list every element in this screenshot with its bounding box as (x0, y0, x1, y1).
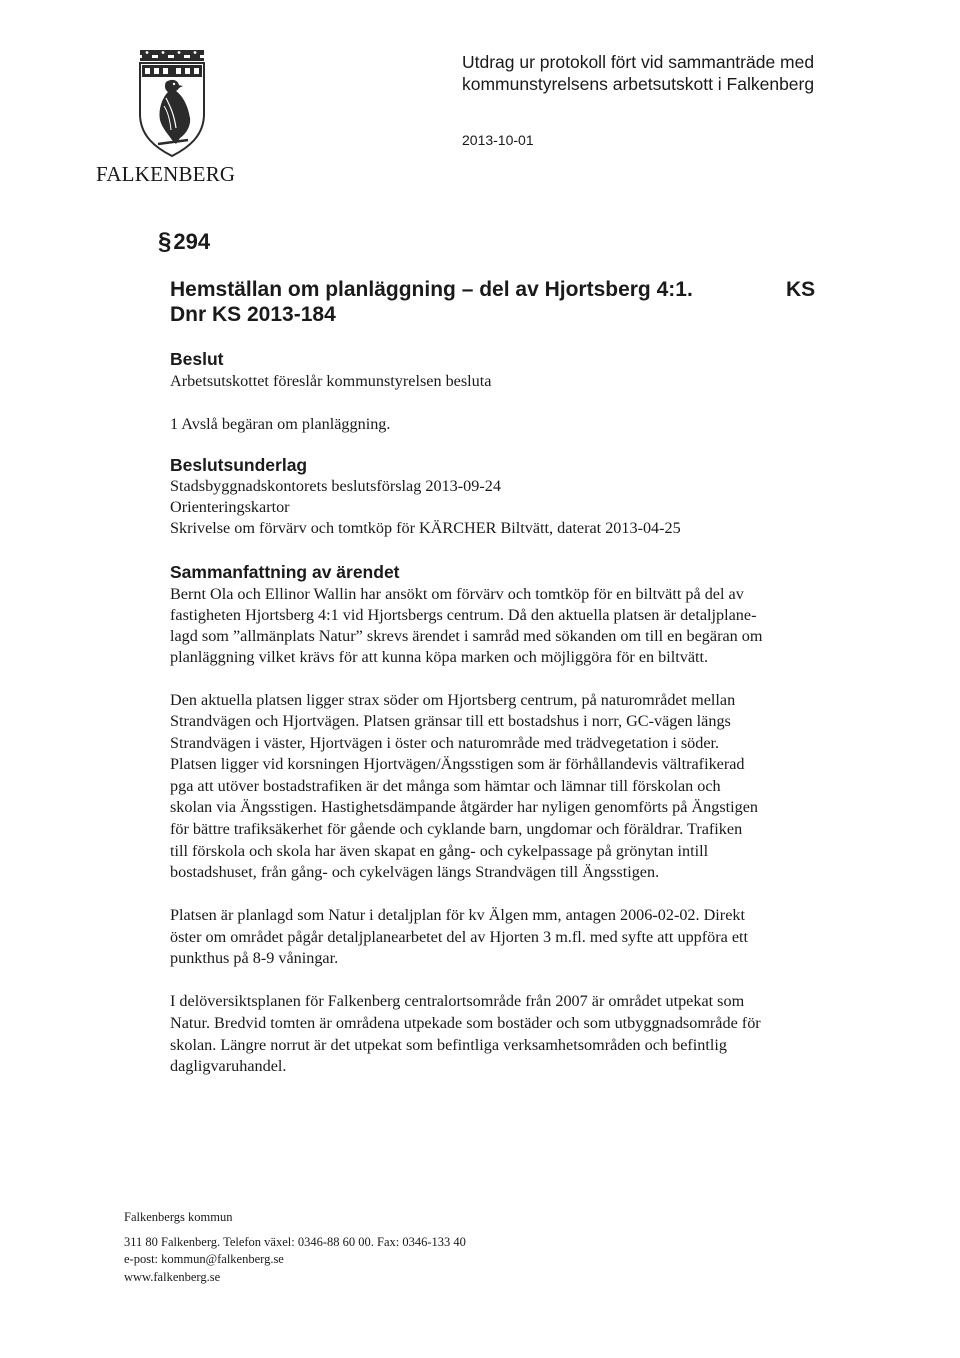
paragraph-line: pga att utöver bostadstrafiken är det många som hämtar och lämnar till förskolan och (170, 777, 721, 795)
paragraph-line: skolan via Ängsstigen. Hastighetsdämpande åtgärder har nyligen genomförts på Ängstigen (170, 798, 759, 816)
paragraph-line: Bernt Ola och Ellinor Wallin har ansökt om förvärv och tomtköp för en biltvätt på del av (170, 585, 744, 603)
paragraph-line: bostadshuset, från gång- och cykelvägen längs Strandvägen till Ängsstigen. (170, 863, 660, 881)
subject-dnr: Dnr KS 2013-184 (170, 303, 336, 326)
paragraph-line: Den aktuella platsen ligger strax söder om Hjortsberg centrum, på naturområdet mellan (170, 691, 736, 709)
subject-tag: KS (786, 278, 816, 301)
header-line-1: Utdrag ur protokoll fört vid sammanträde med (462, 52, 815, 72)
paragraph-line: Strandvägen i väster, Hjortvägen i öster och naturområde med trädvegetation i söder. (170, 734, 720, 752)
paragraph-line: Platsen ligger vid korsningen Hjortvägen/Ängsstigen som är förhållandevis vältrafikerad (170, 755, 745, 773)
sammanfattning-heading: Sammanfattning av ärendet (170, 562, 400, 582)
footer-website: www.falkenberg.se (124, 1269, 221, 1284)
header-line-2: kommunstyrelsens arbetsutskott i Falkenberg (462, 74, 815, 94)
paragraph-line: fastigheten Hjortsberg 4:1 vid Hjortsbergs centrum. Då den aktuella platsen är detaljplane- (170, 606, 757, 624)
underlag-item: Stadsbyggnadskontorets beslutsförslag 2013-09-24 (170, 477, 501, 495)
paragraph-line: Natur. Bredvid tomten är områdena utpekade som bostäder och som utbyggnadsområde för (170, 1014, 761, 1032)
section-symbol: § (158, 228, 172, 255)
municipality-name: FALKENBERG (96, 162, 236, 186)
underlag-heading: Beslutsunderlag (170, 455, 308, 475)
underlag-item: Orienteringskartor (170, 498, 290, 516)
paragraph-line: punkthus på 8-9 våningar. (170, 949, 339, 967)
paragraph-line: Strandvägen och Hjortvägen. Platsen gränsar till ett bostadshus i norr, GC-vägen längs (170, 712, 731, 730)
paragraph-line: till förskola och skola har även skapat en gång- och cykelpassage på grönytan intill (170, 842, 709, 860)
footer-org-name: Falkenbergs kommun (124, 1210, 233, 1224)
meeting-date: 2013-10-01 (462, 132, 534, 148)
subject-title: Hemställan om planläggning – del av Hjortsberg 4:1. (170, 278, 693, 301)
coat-of-arms-icon (136, 48, 208, 160)
underlag-item: Skrivelse om förvärv och tomtköp för KÄRCHER Biltvätt, daterat 2013-04-25 (170, 519, 681, 537)
footer (124, 1209, 466, 1286)
paragraph-line: Platsen är planlagd som Natur i detaljplan för kv Älgen mm, antagen 2006-02-02. Direkt (170, 906, 745, 924)
paragraph-line: I delöversiktsplanen för Falkenberg centralortsområde från 2007 är området utpekat som (170, 992, 745, 1010)
paragraph-line: dagligvaruhandel. (170, 1057, 287, 1075)
beslut-heading: Beslut (170, 349, 224, 369)
paragraph-number-value: 294 (173, 229, 211, 254)
beslut-intro: Arbetsutskottet föreslår kommunstyrelsen besluta (170, 372, 492, 390)
paragraph-line: öster om området pågår detaljplanearbetet del av Hjorten 3 m.fl. med syfte att uppföra ett (170, 928, 749, 946)
paragraph-line: lagd som ”allmänplats Natur” skrevs ärendet i samråd med sökanden om till en begäran om (170, 627, 763, 645)
paragraph-line: skolan. Längre norrut är det utpekat som befintliga verksamhetsområden och befintlig (170, 1036, 727, 1054)
paragraph-line: för bättre trafiksäkerhet för gående och cyklande barn, ungdomar och föräldrar. Trafiken (170, 820, 743, 838)
footer-address: 311 80 Falkenberg. Telefon växel: 0346-88 60 00. Fax: 0346-133 40 (124, 1234, 466, 1249)
paragraph-line: planläggning vilket krävs för att kunna köpa marken och möjliggöra för en biltvätt. (170, 648, 709, 666)
paragraph-number (158, 228, 210, 256)
footer-email: e-post: kommun@falkenberg.se (124, 1252, 284, 1266)
beslut-item: 1 Avslå begäran om planläggning. (170, 415, 391, 433)
